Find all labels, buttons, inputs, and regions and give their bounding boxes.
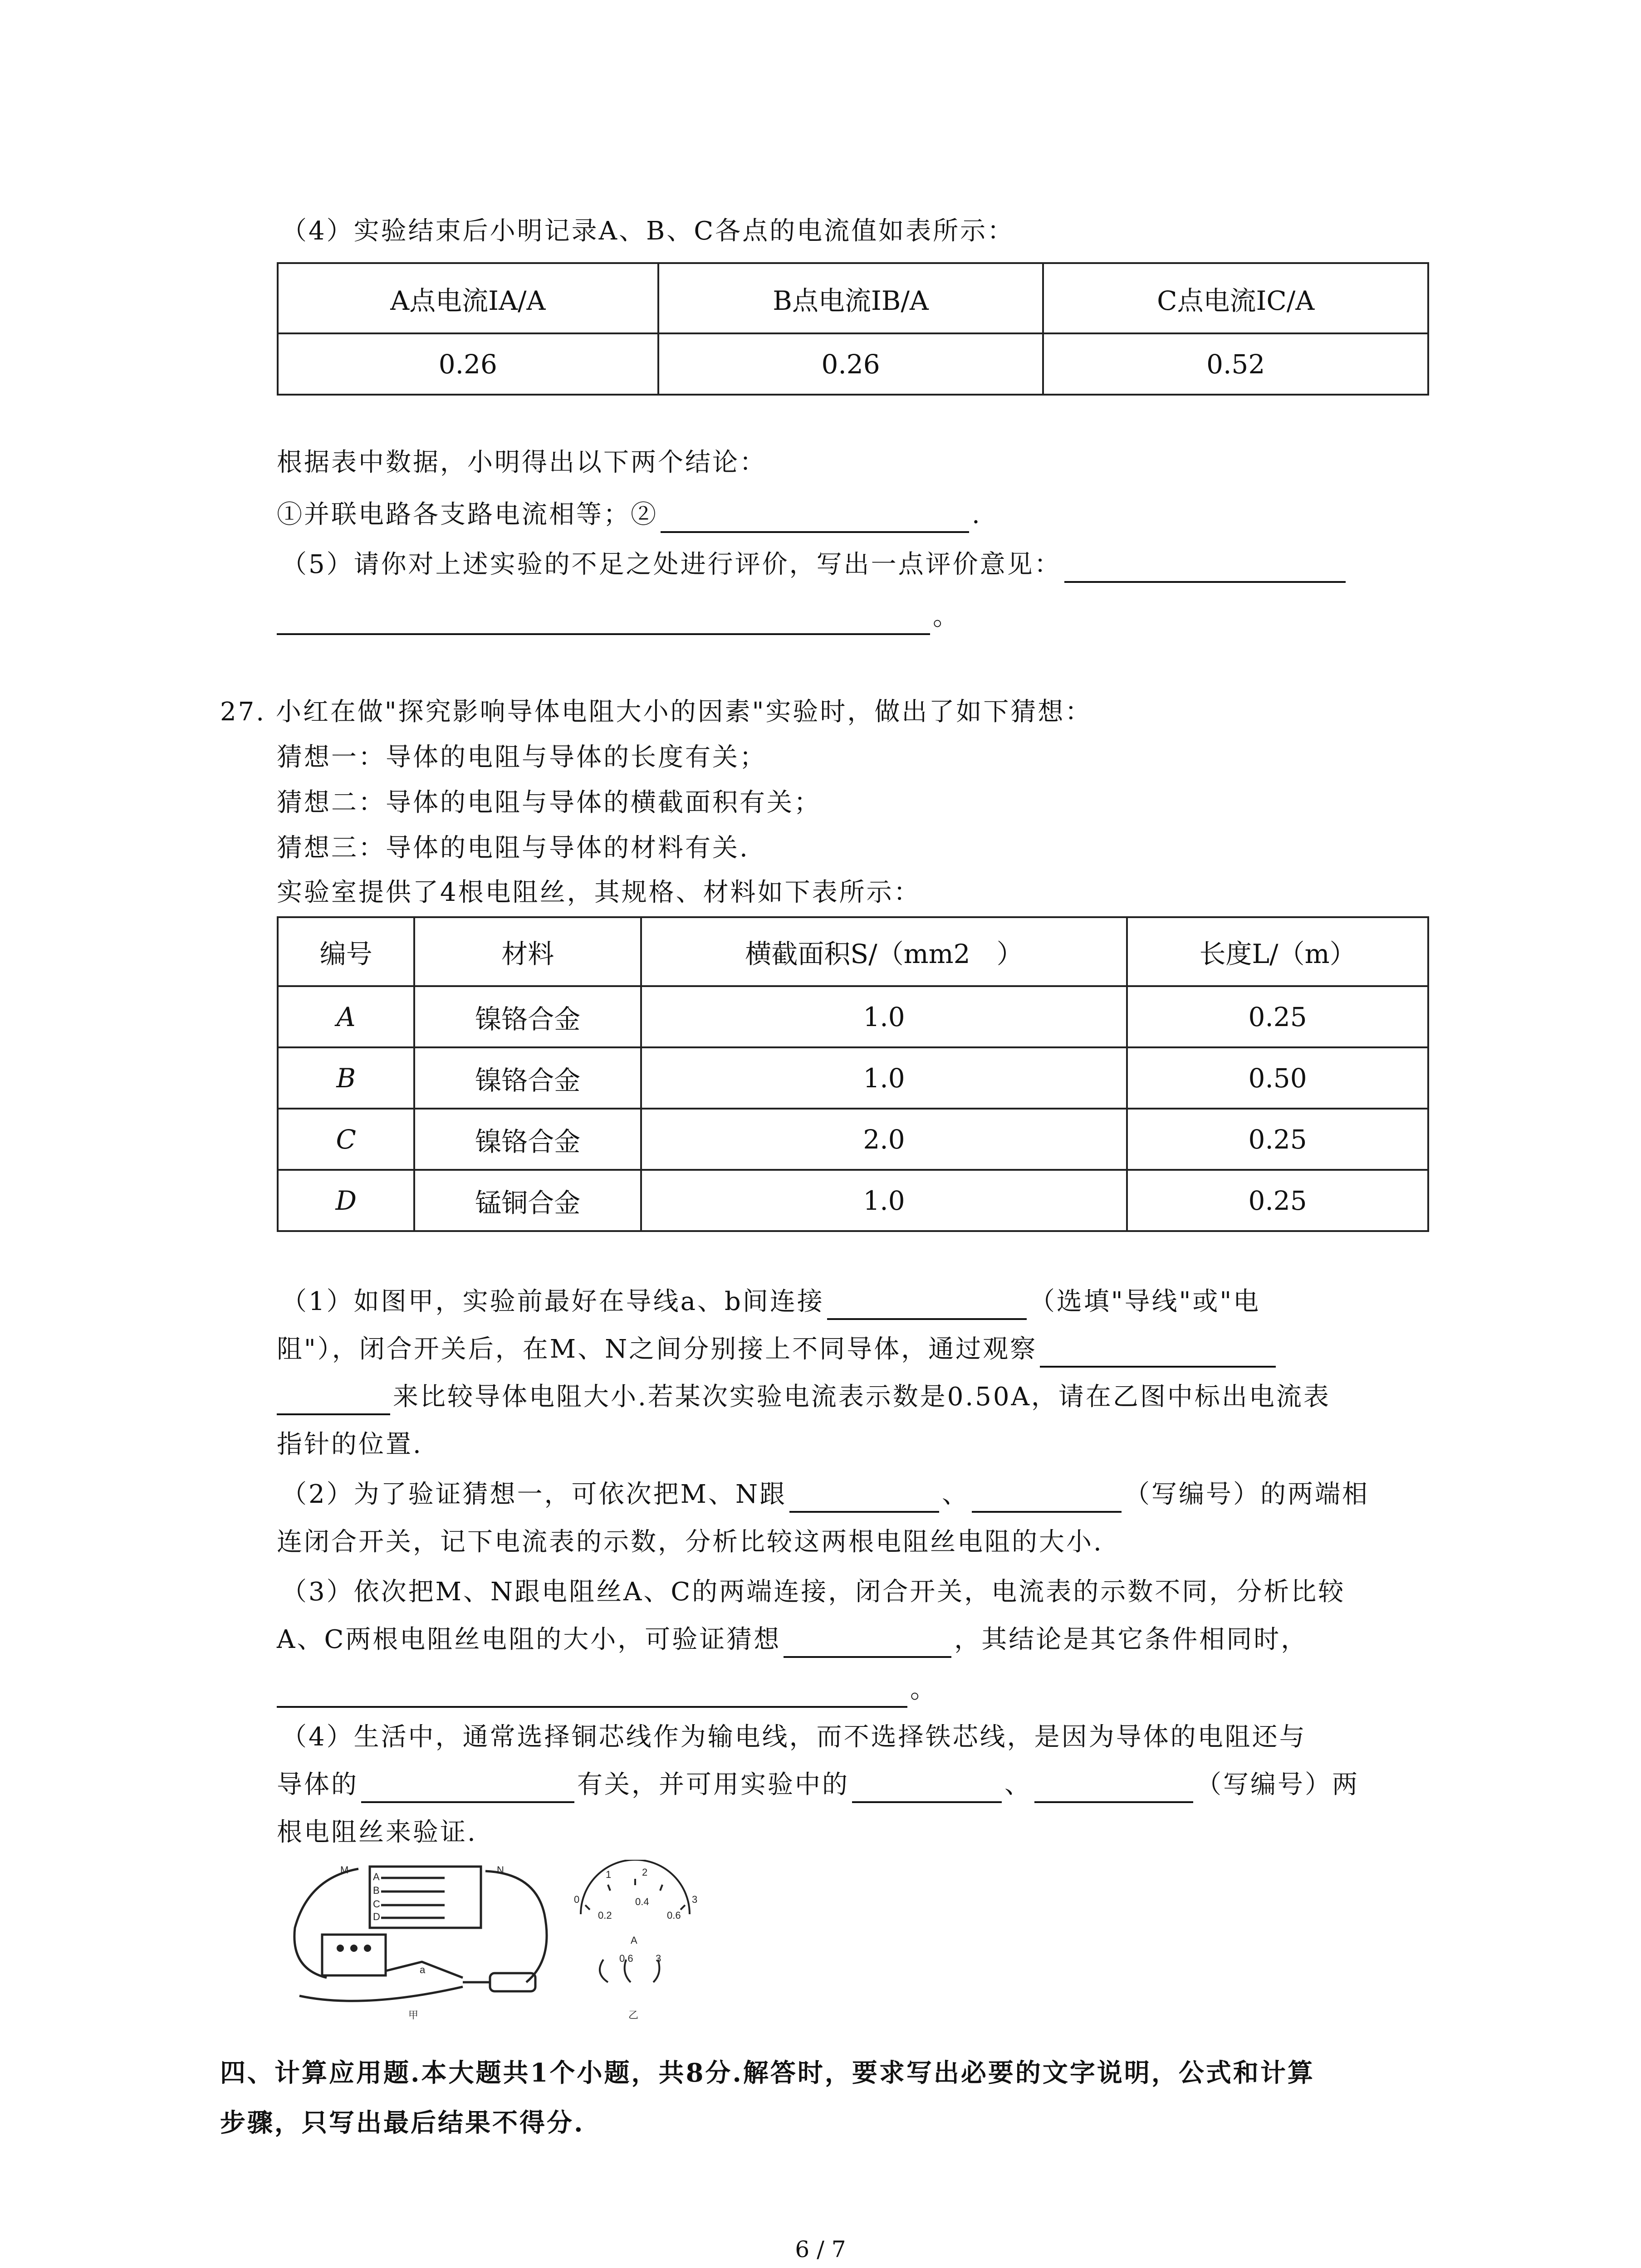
p4-text: （写编号）两 [1196,1770,1359,1799]
q27-p3-line3 [277,1672,937,1708]
table-header: 编号 [278,917,414,986]
figure-label: B [373,1885,380,1896]
p1-text: （1）如图甲，实验前最好在导线a、b间连接 [281,1287,824,1316]
q27-p1-line3 [277,1379,1331,1415]
q26-part5-cont [277,599,960,635]
figure-caption: 乙 [628,2009,639,2021]
p4-sep: 、 [1004,1770,1032,1799]
table-row [278,1109,1428,1170]
section4-heading-line2: 步骤，只写出最后结果不得分. [220,2108,585,2138]
p1-text: 来比较导体电阻大小.若某次实验电流表示数是0.50A，请在乙图中标出电流表 [393,1382,1331,1412]
answer-blank[interactable] [361,1774,574,1803]
table-header: 长度L/（m） [1127,917,1428,986]
ammeter-box [322,1935,386,1975]
q27-guess3: 猜想三：导体的电阻与导体的材料有关. [277,833,749,863]
table-row [278,1047,1428,1109]
q26-conclusion-line [277,497,982,533]
conclusion-text: ①并联电路各支路电流相等；② [277,500,658,529]
table-cell: 0.26 [278,333,658,395]
p2-text: （写编号）的两端相 [1124,1480,1369,1509]
q27-intro: 27. 小红在做"探究影响导体电阻大小的因素"实验时，做出了如下猜想： [220,697,1092,727]
p1-text: （选填"导线"或"电 [1029,1287,1261,1316]
page-number: 6 / 7 [795,2236,846,2263]
dial-label: 1 [606,1869,612,1880]
table-cell: 1.0 [641,1170,1127,1231]
q27-p2-line1 [281,1476,1369,1513]
q27-p3-line1: （3）依次把M、N跟电阻丝A、C的两端连接，闭合开关，电流表的示数不同，分析比较 [281,1577,1346,1607]
dial-unit: A [631,1935,637,1946]
terminal-label: 3 [656,1953,661,1964]
dial-label: 0.6 [667,1910,681,1921]
table-header: B点电流IB/A [658,263,1043,333]
answer-blank[interactable] [827,1291,1027,1320]
p2-text: （2）为了验证猜想一，可依次把M、N跟 [281,1480,787,1509]
q27-lab: 实验室提供了4根电阻丝，其规格、材料如下表所示： [277,878,921,907]
battery [490,1973,535,1991]
table-cell: 0.52 [1043,333,1428,395]
table-cell: B [278,1047,414,1109]
figure-label: M [340,1864,349,1876]
q27-p1-line2 [277,1331,1279,1368]
table-cell: 0.26 [658,333,1043,395]
q27-guess1: 猜想一：导体的电阻与导体的长度有关； [277,743,767,772]
answer-blank[interactable] [1034,1774,1193,1803]
terminal-label: 0.6 [619,1953,633,1964]
answer-blank[interactable] [784,1629,951,1658]
conclusion-end: . [972,500,982,529]
table-cell: 0.25 [1127,986,1428,1047]
answer-blank[interactable] [1064,554,1346,583]
q27-guess2: 猜想二：导体的电阻与导体的横截面积有关； [277,788,821,817]
p4-text: 有关，并可用实验中的 [577,1770,849,1799]
answer-blank[interactable] [661,504,969,533]
table-cell: 镍铬合金 [414,986,641,1047]
answer-blank[interactable] [972,1484,1122,1513]
dial-label: 3 [692,1894,698,1905]
lead-n [485,1871,547,1982]
circuit-figure-jia [272,1860,590,2023]
p1-text: 阻"），闭合开关后，在M、N之间分别接上不同导体，通过观察 [277,1334,1038,1364]
figure-label: A [373,1871,380,1882]
p3-text: ，其结论是其它条件相同时， [954,1625,1308,1654]
table-header: C点电流IC/A [1043,263,1428,333]
table-cell: 0.25 [1127,1170,1428,1231]
table-row [278,986,1428,1047]
q27-p1-line1 [281,1284,1260,1320]
table-row [278,1170,1428,1231]
table-cell: C [278,1109,414,1170]
table-cell: A [278,986,414,1047]
table-cell: 0.25 [1127,1109,1428,1170]
section4-heading-line1: 四、计算应用题.本大题共1个小题，共8分.解答时，要求写出必要的文字说明，公式和计算 [220,2058,1315,2088]
table-header: A点电流IA/A [278,263,658,333]
table-cell: 2.0 [641,1109,1127,1170]
dial-label: 0.4 [635,1896,649,1907]
table-cell: D [278,1170,414,1231]
figure-label: D [373,1911,380,1922]
q26-conclusion-intro: 根据表中数据，小明得出以下两个结论： [277,448,767,477]
q26-current-table [277,262,1429,396]
q27-p1-line4: 指针的位置. [277,1430,423,1459]
dial-label: 0.2 [598,1910,612,1921]
q27-p2-line2: 连闭合开关，记下电流表的示数，分析比较这两根电阻丝电阻的大小. [277,1527,1103,1557]
lead-m [294,1869,358,1978]
p3-end: 。 [910,1675,937,1704]
table-header: 材料 [414,917,641,986]
answer-blank[interactable] [789,1484,939,1513]
q26-part4-intro: （4）实验结束后小明记录A、B、C各点的电流值如表所示： [281,216,1015,246]
q27-wire-table [277,916,1429,1232]
figure-label: a [420,1964,426,1975]
ammeter-figure-yi [563,1860,708,2023]
p2-sep: 、 [941,1480,969,1509]
dial-label: 0 [574,1894,580,1905]
p4-text: 导体的 [277,1770,358,1799]
part5-text: （5）请你对上述实验的不足之处进行评价，写出一点评价意见： [281,550,1062,579]
q27-p4-line3: 根电阻丝来验证. [277,1818,477,1847]
table-cell: 0.50 [1127,1047,1428,1109]
table-cell: 镍铬合金 [414,1047,641,1109]
answer-blank[interactable] [1040,1339,1276,1368]
dial-label: 2 [642,1867,648,1878]
table-cell: 1.0 [641,1047,1127,1109]
table-cell: 1.0 [641,986,1127,1047]
table-cell: 镍铬合金 [414,1109,641,1170]
answer-blank[interactable] [852,1774,1002,1803]
table-cell: 锰铜合金 [414,1170,641,1231]
answer-blank[interactable] [277,1679,907,1708]
q27-p4-line1: （4）生活中，通常选择铜芯线作为输电线，而不选择铁芯线，是因为导体的电阻还与 [281,1722,1307,1752]
q27-p4-line2 [277,1767,1359,1803]
answer-blank[interactable] [277,606,930,635]
q26-part5 [281,547,1348,583]
part5-end: 。 [933,602,960,631]
answer-blank[interactable] [277,1386,390,1415]
p3-text: A、C两根电阻丝电阻的大小，可验证猜想 [277,1625,781,1654]
figure-caption: 甲 [408,2009,419,2021]
q27-p3-line2 [277,1622,1308,1658]
figure-label: N [497,1864,504,1876]
table-header: 横截面积S/（mm2 ） [641,917,1127,986]
figure-label: C [373,1898,380,1910]
